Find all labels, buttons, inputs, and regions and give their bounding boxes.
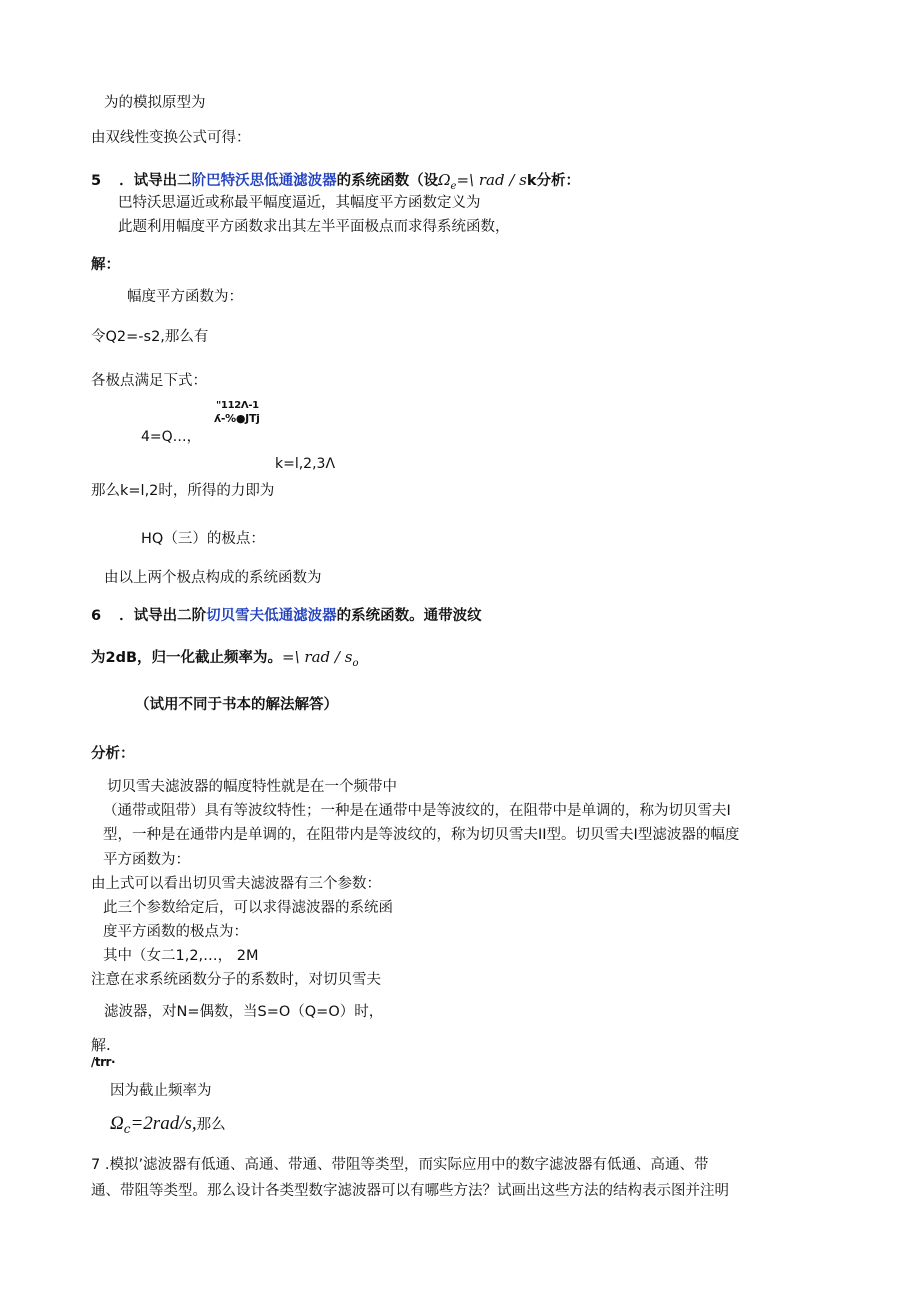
- question-6-condition: [91, 648, 358, 673]
- text-line: 度平方函数的极点为：: [103, 924, 248, 940]
- question-number: 6: [91, 608, 102, 624]
- formula-subscript: e: [450, 180, 457, 192]
- formula-subscript: o: [352, 657, 359, 669]
- formula-text: =2rad/s,: [130, 1113, 197, 1134]
- heading-text: 的系统函数（设: [336, 173, 439, 189]
- heading-text: ．试导出二阶: [119, 608, 207, 624]
- heading-text: ．试导出二: [119, 173, 192, 189]
- question-number: 5: [91, 173, 102, 189]
- text-line: 型，一种是在通带内是单调的，在阻带内是等波纹的，称为切贝雪夫II型。切贝雪夫I型滤波器的幅度: [103, 827, 740, 843]
- text-line: （通带或阻带）具有等波纹特性；一种是在通带中是等波纹的，在阻带中是单调的，称为切贝雪夫I: [103, 803, 731, 819]
- formula-omega: Ω: [438, 171, 451, 189]
- text-line: 由上式可以看出切贝雪夫滤波器有三个参数：: [91, 876, 381, 892]
- text-line: HQ（三）的极点：: [141, 531, 265, 547]
- text-line: 通、带阻等类型。那么设计各类型数字滤波器可以有哪些方法？试画出这些方法的结构表示图并注明: [91, 1183, 729, 1199]
- text-line: 令Q2=-s2,那么有: [91, 329, 209, 345]
- text-line: 滤波器，对N=偶数，当S=O（Q=O）时，: [104, 1004, 384, 1020]
- text-line: 由双线性变换公式可得：: [91, 130, 251, 146]
- text-line: 各极点满足下式：: [91, 373, 207, 389]
- text-line: 平方函数为：: [103, 852, 190, 868]
- text-line: 那么k=l,2时，所得的力即为: [91, 483, 275, 499]
- formula-fragment: ʎ-%●JTj: [214, 412, 260, 425]
- text-line: 7 .模拟’滤波器有低通、高通、带通、带阻等类型，而实际应用中的数字滤波器有低通、高通、带: [91, 1157, 709, 1173]
- text-line: 巴特沃思逼近或称最平幅度逼近，其幅度平方函数定义为: [118, 195, 481, 211]
- text-line: 切贝雪夫滤波器的幅度特性就是在一个频带中: [107, 779, 397, 795]
- text-line: k=l,2,3Λ: [275, 456, 336, 472]
- text-line: 由以上两个极点构成的系统函数为: [104, 570, 322, 586]
- formula-fragment: /trr·: [91, 1055, 116, 1069]
- formula-fragment: "112Λ-1: [216, 400, 259, 411]
- text-line: （试用不同于书本的解法解答）: [135, 697, 338, 713]
- analysis-label: 分析：: [91, 746, 135, 762]
- formula-text: =\ rad / s: [282, 648, 353, 666]
- heading-text: 的系统函数。通带波纹: [336, 608, 482, 624]
- text-line: 4=Q…，: [141, 429, 201, 445]
- text-line: 幅度平方函数为：: [127, 289, 243, 305]
- highlighted-term: 切贝雪夫低通滤波器: [206, 608, 337, 624]
- formula-subscript: c: [123, 1121, 131, 1136]
- solution-label: 解：: [91, 257, 120, 273]
- text-line: 其中（女二1,2,…， 2M: [103, 948, 259, 964]
- formula-omega: Ω: [110, 1113, 124, 1134]
- heading-text: k分析：: [526, 173, 581, 189]
- formula-suffix: 那么: [196, 1117, 226, 1133]
- question-6-heading: [91, 607, 482, 625]
- solution-label: 解.: [91, 1036, 111, 1054]
- highlighted-term: 阶巴特沃思低通滤波器: [191, 173, 337, 189]
- question-5-heading: [91, 171, 580, 196]
- formula-text: =\ rad / s: [456, 171, 527, 189]
- formula-line: [110, 1115, 226, 1138]
- text-line: 为的模拟原型为: [104, 95, 206, 111]
- text-line: 此三个参数给定后，可以求得滤波器的系统函: [103, 900, 393, 916]
- condition-text: 为2dB，归一化截止频率为。: [91, 650, 283, 666]
- text-line: 因为截止频率为: [110, 1083, 212, 1099]
- text-line: 此题利用幅度平方函数求出其左半平面极点而求得系统函数，: [118, 219, 510, 235]
- text-line: 注意在求系统函数分子的系数时，对切贝雪夫: [91, 972, 381, 988]
